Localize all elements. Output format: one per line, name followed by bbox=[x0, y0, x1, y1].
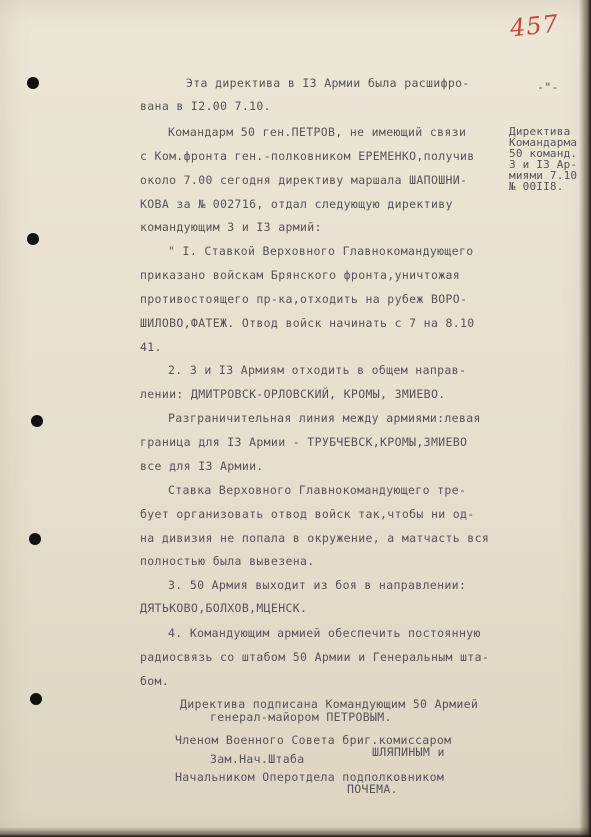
text-line: ДЯТЬКОВО,БОЛХОВ,МЦЕНСК. bbox=[140, 601, 308, 615]
punch-hole bbox=[29, 533, 41, 545]
text-line: Разграничительная линия между армиями:левая bbox=[168, 411, 481, 425]
page-edge-shadow bbox=[0, 827, 591, 837]
signature-line: Зам.Нач.Штаба bbox=[210, 752, 305, 766]
punch-hole bbox=[27, 233, 39, 245]
text-line: Эта директива в I3 Армии была расшифро- bbox=[186, 76, 470, 90]
text-line: противостоящего пр-ка,отходить на рубеж ВОРО- bbox=[140, 292, 468, 306]
text-line: бом. bbox=[140, 674, 170, 688]
text-line: на дивизия не попала в окружение, а матчасть вся bbox=[140, 531, 490, 545]
text-line: 4. Командующим армией обеспечить постоянную bbox=[168, 626, 481, 640]
text-line: Командарм 50 ген.ПЕТРОВ, не имеющий связи bbox=[168, 125, 467, 139]
ditto-mark: -"- bbox=[537, 80, 559, 94]
margin-note-line: Директива bbox=[509, 125, 571, 138]
text-line: Ставка Верховного Главнокомандующего тре- bbox=[168, 483, 467, 497]
text-line: вана в I2.00 7.10. bbox=[140, 99, 271, 113]
margin-note-line: 3 и I3 Ар- bbox=[509, 158, 578, 171]
text-line: около 7.00 сегодня директиву маршала ШАПОШНИ- bbox=[140, 173, 468, 187]
text-line: бует организовать отвод войск так,чтобы ни од- bbox=[140, 507, 475, 521]
text-line: 41. bbox=[140, 340, 162, 354]
text-line: лении: ДМИТРОВСК-ОРЛОВСКИЙ, КРОМЫ, ЗМИЕВО. bbox=[140, 387, 446, 401]
signature-line: ПОЧЕМА. bbox=[347, 782, 398, 796]
page-number: 457 bbox=[508, 9, 561, 43]
signature-line: генерал-майором ПЕТРОВЫМ. bbox=[210, 710, 392, 724]
text-line: ШИЛОВО,ФАТЕЖ. Отвод войск начинать с 7 на 8.10 bbox=[140, 316, 475, 330]
text-line: 2. 3 и I3 Армиям отходить в общем направ- bbox=[168, 363, 467, 377]
margin-note-line: № 00II8. bbox=[509, 180, 564, 193]
text-line: " I. Ставкой Верховного Главнокомандующего bbox=[168, 244, 474, 258]
margin-note-line: миями 7.10 bbox=[509, 169, 578, 182]
punch-hole bbox=[30, 693, 42, 705]
page-edge-shadow bbox=[579, 0, 591, 837]
text-line: командующим 3 и I3 армий: bbox=[140, 220, 322, 234]
signature-line: Членом Военного Совета бриг.комиссаром bbox=[175, 733, 452, 747]
text-line: приказано войскам Брянского фронта,уничтожая bbox=[140, 268, 461, 282]
punch-hole bbox=[27, 77, 39, 89]
margin-note-line: Командарма bbox=[509, 136, 578, 149]
margin-note-line: 50 команд. bbox=[509, 147, 578, 160]
text-line: все для I3 Армии. bbox=[140, 459, 264, 473]
text-line: 3. 50 Армия выходит из боя в направлении: bbox=[168, 578, 467, 592]
signature-line: Начальником Оперотдела подполковником bbox=[175, 770, 445, 784]
text-line: полностью была вывезена. bbox=[140, 554, 315, 568]
signature-line: ШЛЯПИНЫМ и bbox=[372, 745, 445, 759]
signature-line: Директива подписана Командующим 50 Армией bbox=[180, 697, 479, 711]
text-line: радиосвязь со штабом 50 Армии и Генеральным шта- bbox=[140, 650, 490, 664]
text-line: граница для I3 Армии - ТРУБЧЕВСК,КРОМЫ,ЗМИЕВО bbox=[140, 435, 468, 449]
punch-hole bbox=[31, 415, 43, 427]
text-line: с Ком.фронта ген.-полковником ЕРЕМЕНКО,получив bbox=[140, 149, 475, 163]
text-line: КОВА за № 002716, отдал следующую директиву bbox=[140, 197, 453, 211]
